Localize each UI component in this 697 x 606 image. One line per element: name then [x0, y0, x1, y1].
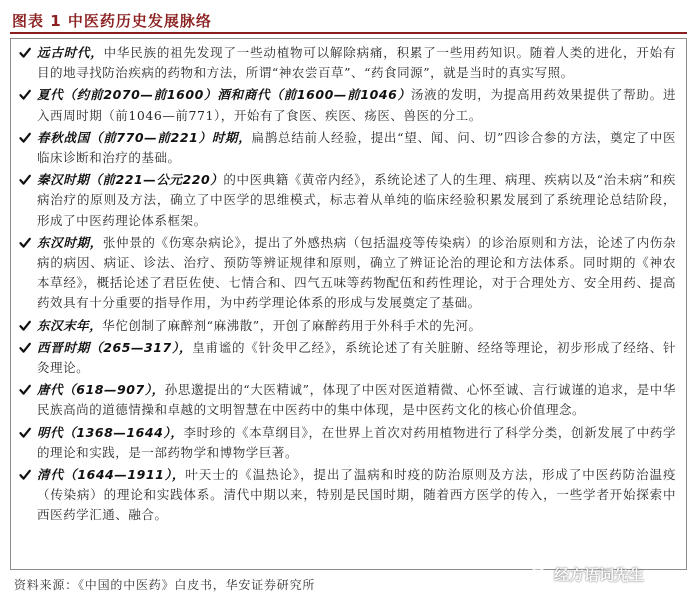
entry-period: 远古时代， [37, 45, 104, 60]
entry-period: 清代（1644—1911）， [37, 467, 186, 483]
entry-text: 华佗创制了麻醉剂“麻沸散”，开创了麻醉药用于外科手术的先河。 [102, 317, 482, 333]
entry-period: 春秋战国（前770—前221）时期， [37, 129, 252, 145]
timeline-entry [19, 128, 676, 168]
entry-text: 李时珍的《本草纲目》，在世界上首次对药用植物进行了科学分类，创新发展了中药学的理论和实践，是一部药物学和博物学巨著。 [37, 424, 677, 460]
checkmark-icon [19, 427, 31, 439]
timeline-entry [19, 43, 676, 83]
timeline-box [10, 38, 687, 570]
entry-period: 唐代（618—907）， [37, 382, 165, 398]
watermark [530, 564, 644, 585]
entry-text: 叶天士的《温热论》，提出了温病和时疫的防治原则及方法，形成了中医药防治温疫（传染病）的理论和实践体系。清代中期以来，特别是民国时期，随着西方医学的传入，一些学者开始探索中西医药学汇通、融合。 [37, 467, 676, 523]
timeline-entry [19, 316, 676, 336]
timeline-entry [19, 233, 676, 314]
entry-text: 孙思邈提出的“大医精诚”，体现了中医对医道精微、心怀至诚、言行诚谨的追求，是中华民族高尚的道德情操和卓越的文明智慧在中医药中的集中体现，是中医药文化的核心价值理念。 [37, 382, 676, 418]
entry-text: 扁鹊总结前人经验，提出“望、闻、问、切”四诊合参的方法，奠定了中医临床诊断和治疗的基础。 [37, 129, 677, 166]
entry-period: 明代（1368—1644）， [37, 424, 184, 440]
source-note: 资料来源：《中国的中医药》白皮书，华安证券研究所 [14, 578, 316, 592]
figure-title-bar [10, 8, 687, 34]
watermark-text: 经方语词先生 [554, 566, 645, 584]
checkmark-icon [19, 342, 31, 354]
entry-period: 东汉时期， [37, 234, 103, 250]
timeline-entry [19, 338, 676, 378]
timeline-entry [19, 465, 676, 526]
checkmark-icon [19, 384, 31, 396]
checkmark-icon [19, 237, 31, 249]
checkmark-icon [19, 132, 31, 144]
entry-period: 西晋时期（265—317）， [37, 339, 193, 355]
entry-period: 东汉末年， [37, 317, 103, 333]
timeline-entry [19, 423, 676, 463]
entry-text: 中华民族的祖先发现了一些动植物可以解除病痛，积累了一些用药知识。随着人类的进化，开始有目的地寻找防治疾病的药物和方法，所谓“神农尝百草”、“药食同源”，就是当时的真实写照。 [37, 45, 676, 81]
entry-period: 夏代（约前2070—前1600）酒和商代（前1600—前1046） [37, 87, 411, 103]
entry-text: 张仲景的《伤寒杂病论》，提出了外感热病（包括温疫等传染病）的诊治原则和方法，论述了内伤杂病的病因、病证、诊法、治疗、预防等辨证规律和原则，确立了辨证论治的理论和方法体系。同时期的《神农本草经》，概括论述了君臣佐使、七情合和、四气五味等药物配伍和药性理论，对于合理处方、安全用药、提高药效具有十分重要的指导作用，为中药学理论体系的形成与发展奠定了基础。 [37, 234, 676, 311]
checkmark-icon [19, 47, 31, 59]
timeline-entry [19, 380, 676, 420]
entry-text: 皇甫谧的《针灸甲乙经》，系统论述了有关脏腑、经络等理论，初步形成了经络、针灸理论。 [37, 339, 676, 376]
checkmark-icon [19, 174, 31, 186]
entry-text: 的中医典籍《黄帝内经》，系统论述了人的生理、病理、疾病以及“治未病”和疾病治疗的原则及方法，确立了中医学的思维模式，标志着从单纯的临床经验积累发展到了系统理论总结阶段，形成了中医药理论体系框架。 [37, 172, 676, 228]
timeline-entry [19, 170, 676, 231]
timeline-entry [19, 85, 676, 125]
checkmark-icon [19, 320, 31, 332]
checkmark-icon [19, 89, 31, 101]
entry-text: 汤液的发明，为提高用药效果提供了帮助。进入西周时期（前1046—前771），开始有了食医、疾医、疡医、兽医的分工。 [37, 87, 676, 123]
entry-period: 秦汉时期（前221—公元220） [37, 172, 224, 188]
wechat-icon [530, 567, 550, 583]
figure-title: 图表 1 中医药历史发展脉络 [12, 12, 212, 30]
checkmark-icon [19, 469, 31, 481]
